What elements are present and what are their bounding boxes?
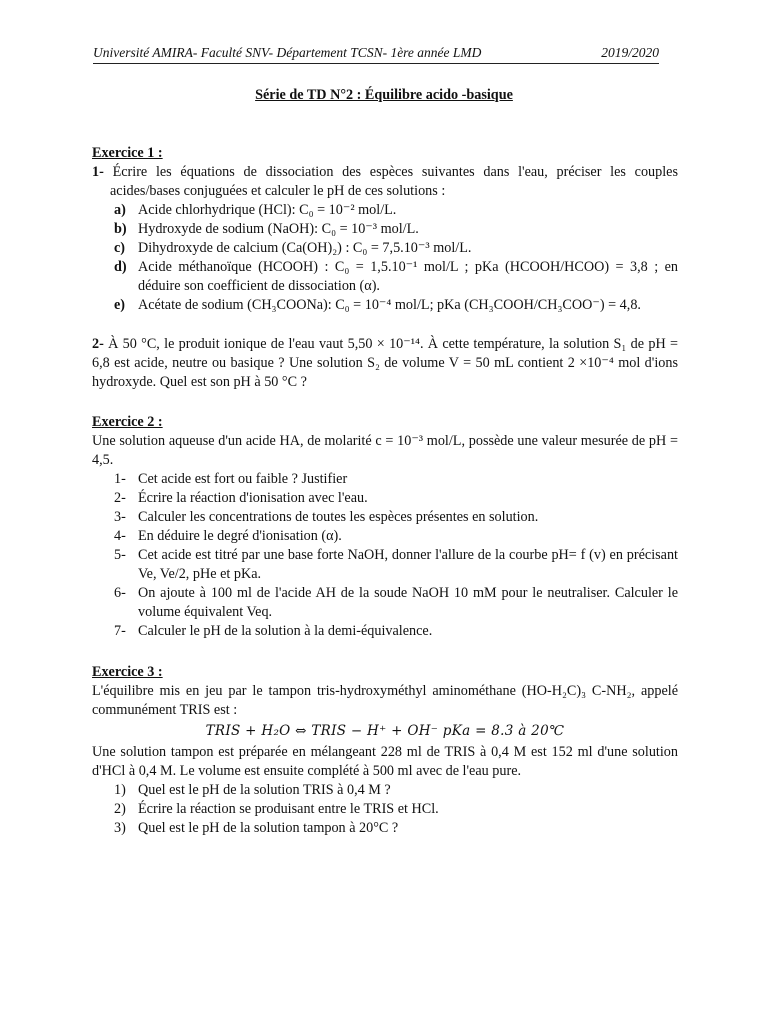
- list-item: 4- En déduire le degré d'ionisation (α).: [114, 528, 342, 544]
- list-item: 6- On ajoute à 100 ml de l'acide AH de la soude NaOH 10 mM pour le neutraliser. Calculer le volume équivalent Veq.: [114, 585, 678, 620]
- exercise-3-intro: L'équilibre mis en jeu par le tampon tris-hydroxyméthyl aminométhane (HO-H₂C)₃ C-NH₂, appelé communément TRIS est :: [92, 683, 678, 718]
- exercise-3: [92, 663, 678, 838]
- list-item: 2) Écrire la réaction se produisant entre le TRIS et HCl.: [114, 801, 439, 817]
- list-item: 1) Quel est le pH de la solution TRIS à 0,4 M ?: [114, 782, 391, 798]
- tris-equilibrium-equation: TRIS + H₂O ⇔ TRIS − H⁺ + OH⁻ pKa = 8.3 à 20℃: [205, 723, 565, 739]
- exercise-1-item-list: [92, 201, 678, 315]
- page-title: Série de TD N°2 : Équilibre acido -basique: [255, 87, 513, 103]
- exercise-1: [92, 144, 678, 315]
- header-left: Université AMIRA- Faculté SNV- Département TCSN- 1ère année LMD: [93, 45, 482, 60]
- list-item: 2- Écrire la réaction d'ionisation avec l'eau.: [114, 490, 368, 506]
- exercise-3-paragraph: Une solution tampon est préparée en mélangeant 228 ml de TRIS à 0,4 M est 152 ml d'une solution d'HCl à 0,4 M. Le volume est ensuite complété à 500 ml avec de l'eau pure.: [92, 744, 678, 779]
- list-item: d) Acide méthanoïque (HCOOH) : C₀ = 1,5.10⁻¹ mol/L ; pKa (HCOOH/HCOO) = 3,8 ; en déduire son coefficient de dissociation (α).: [114, 259, 678, 294]
- list-item: 7- Calculer le pH de la solution à la demi-équivalence.: [114, 623, 433, 639]
- exercise-1-title: Exercice 1 :: [92, 145, 163, 161]
- exercise-2-intro: Une solution aqueuse d'un acide HA, de molarité c = 10⁻³ mol/L, possède une valeur mesurée de pH = 4,5.: [92, 433, 678, 468]
- exercise-2-item-list: [92, 470, 678, 641]
- question-2-text: À 50 °C, le produit ionique de l'eau vaut 5,50 × 10⁻¹⁴. À cette température, la solution S₁ de pH = 6,8 est acide, neutre ou basique ? Une solution S₂ de volume V = 50 mL contient 2 ×10⁻⁴ mol d'ions hydroxyde. Quel est son pH à 50 °C ?: [92, 336, 678, 390]
- list-item: e) Acétate de sodium (CH₃COONa): C₀ = 10⁻⁴ mol/L; pKa (CH₃COOH/CH₃COO⁻) = 4,8.: [114, 297, 641, 313]
- question-1-text: Écrire les équations de dissociation des espèces suivantes dans l'eau, préciser les couples acides/bases conjuguées et calculer le pH de ces solutions :: [110, 164, 679, 199]
- exercise-1-question-2: [92, 335, 678, 392]
- exercise-2: [92, 413, 678, 641]
- page-header: [93, 43, 659, 64]
- list-item: 3- Calculer les concentrations de toutes les espèces présentes en solution.: [114, 509, 539, 525]
- list-item: 3) Quel est le pH de la solution tampon à 20°C ?: [114, 820, 399, 836]
- exercise-2-title: Exercice 2 :: [92, 414, 163, 430]
- list-item: 5- Cet acide est titré par une base forte NaOH, donner l'allure de la courbe pH= f (v) en précisant Ve, Ve/2, pHe et pKa.: [114, 547, 678, 582]
- header-year: 2019/2020: [601, 45, 659, 60]
- list-item: b) Hydroxyde de sodium (NaOH): C₀ = 10⁻³ mol/L.: [114, 221, 419, 237]
- exercise-3-title: Exercice 3 :: [92, 664, 163, 680]
- list-item: c) Dihydroxyde de calcium (Ca(OH)₂) : C₀ = 7,5.10⁻³ mol/L.: [114, 240, 472, 256]
- list-item: 1- Cet acide est fort ou faible ? Justifier: [114, 471, 348, 487]
- question-2-number: 2-: [92, 336, 104, 352]
- exercise-3-item-list: [92, 781, 678, 838]
- exercise-1-question-1: [92, 163, 678, 201]
- question-1-number: 1-: [92, 164, 104, 180]
- list-item: a) Acide chlorhydrique (HCl): C₀ = 10⁻² mol/L.: [114, 202, 397, 218]
